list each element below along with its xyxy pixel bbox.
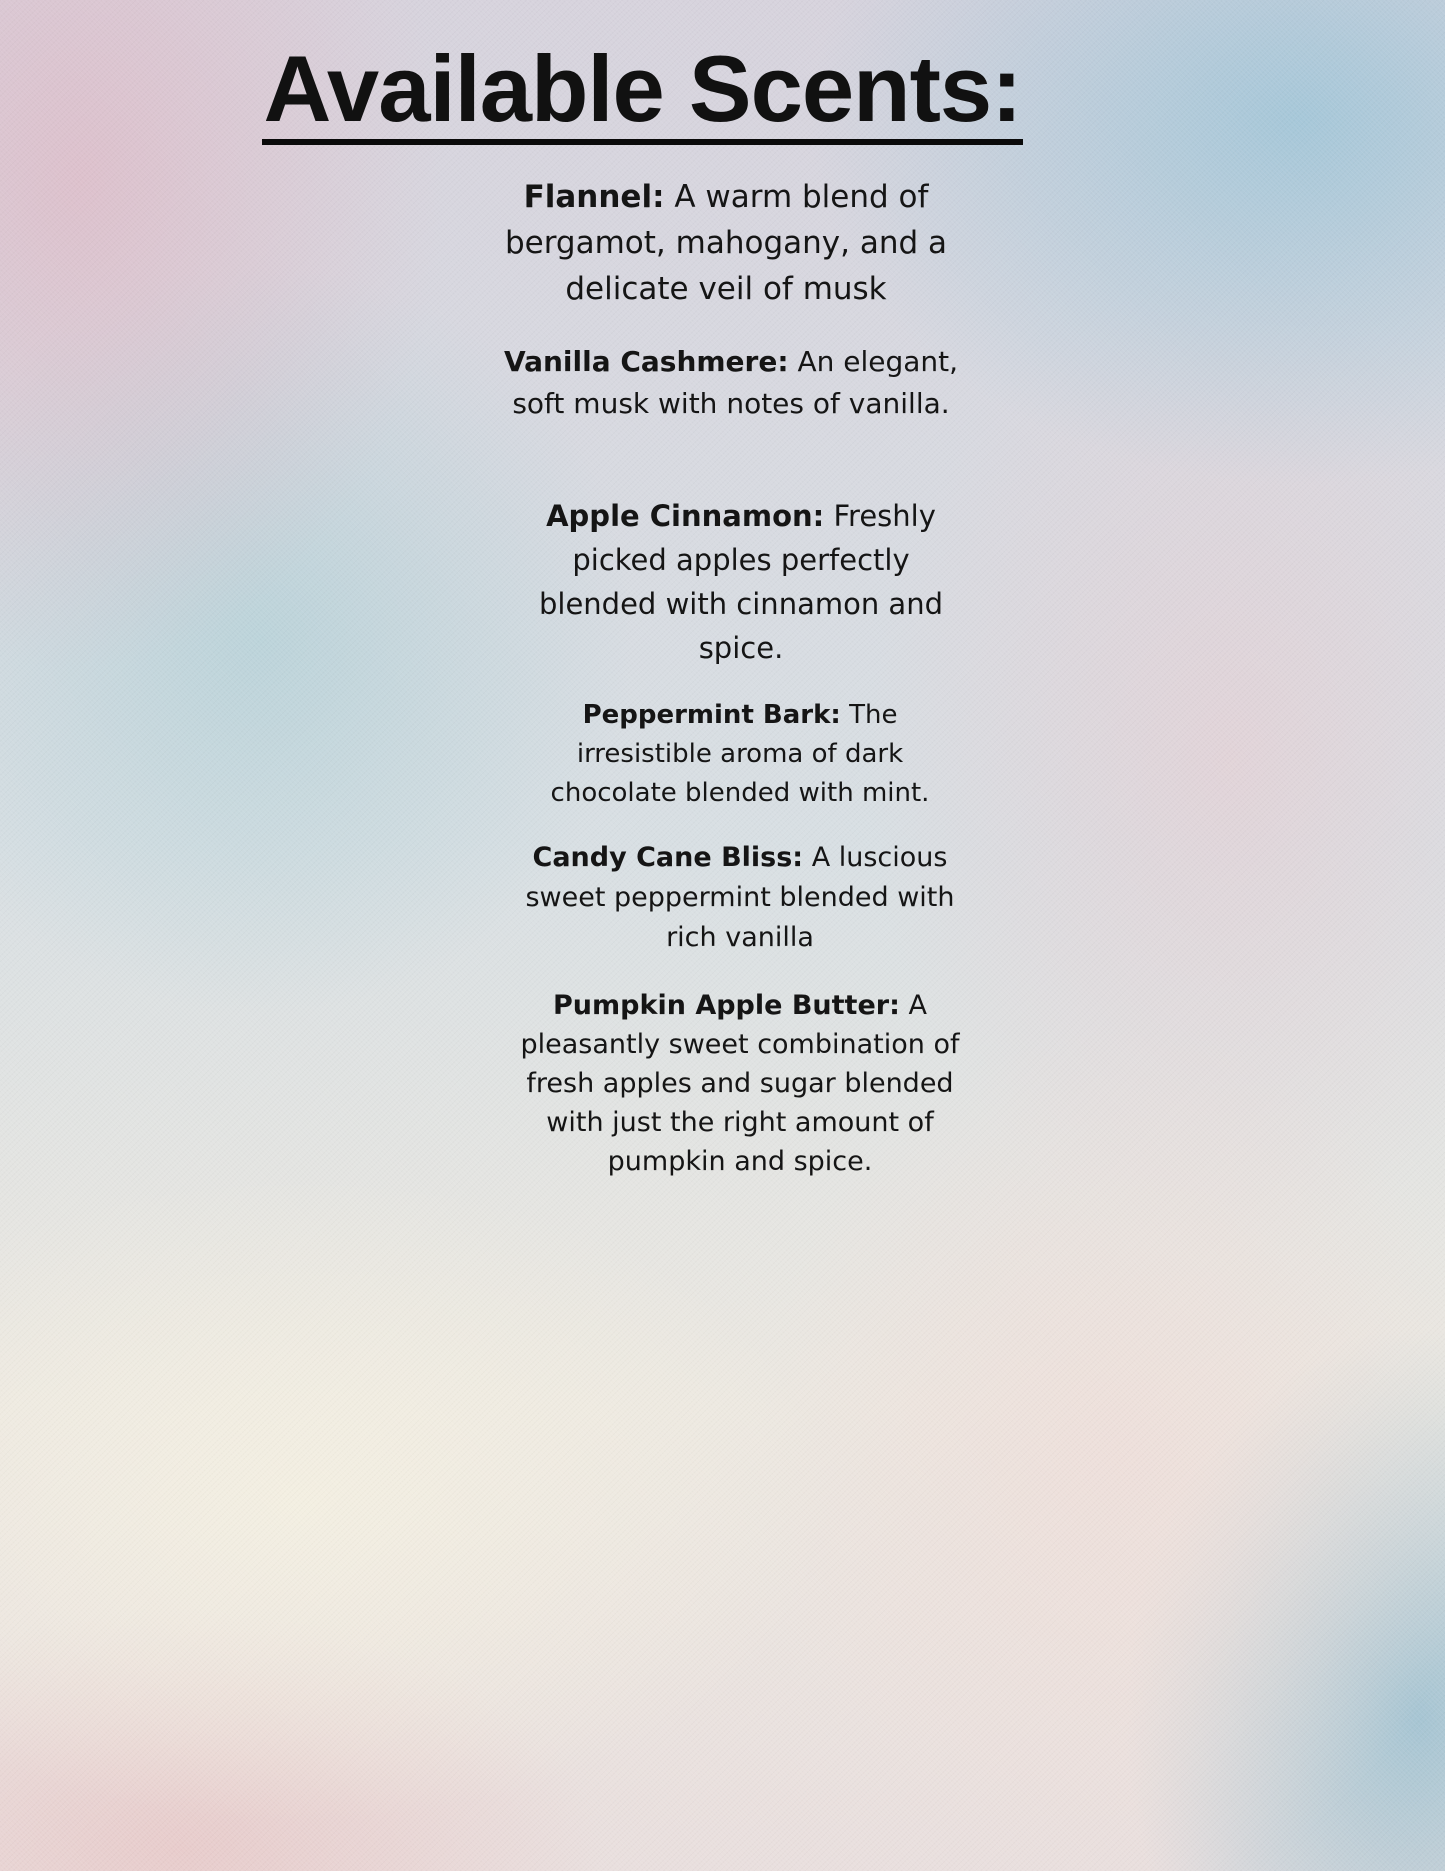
scent-name: Flannel:	[523, 179, 665, 215]
page-title	[0, 34, 1445, 145]
page-title-text: Available Scents:	[262, 39, 1024, 145]
scent-name: Pumpkin Apple Butter:	[553, 990, 900, 1021]
scent-item-candy-cane-bliss	[510, 838, 970, 958]
scent-item-apple-cinnamon	[511, 494, 971, 670]
scent-description: A warm blend of bergamot, mahogany, and a delicate veil of musk	[504, 179, 947, 307]
scent-description: A pleasantly sweet combination of fresh apples and sugar blended with just the right amount of pumpkin and spice.	[520, 990, 960, 1177]
scent-name: Apple Cinnamon:	[546, 499, 825, 533]
scent-description: An elegant, soft musk with notes of vanilla.	[512, 345, 959, 420]
scent-item-vanilla-cashmere	[501, 341, 961, 425]
scent-description: Freshly picked apples perfectly blended with cinnamon and spice.	[539, 499, 943, 665]
scent-item-pumpkin-apple-butter	[510, 986, 970, 1181]
scent-name: Vanilla Cashmere:	[503, 345, 789, 378]
scent-item-peppermint-bark	[520, 696, 960, 813]
scent-name: Peppermint Bark:	[582, 700, 841, 730]
scent-name: Candy Cane Bliss:	[532, 842, 804, 873]
scent-item-flannel	[496, 174, 956, 312]
scent-description: The irresistible aroma of dark chocolate blended with mint.	[550, 700, 930, 808]
scent-description: A luscious sweet peppermint blended with rich vanilla	[525, 842, 955, 953]
